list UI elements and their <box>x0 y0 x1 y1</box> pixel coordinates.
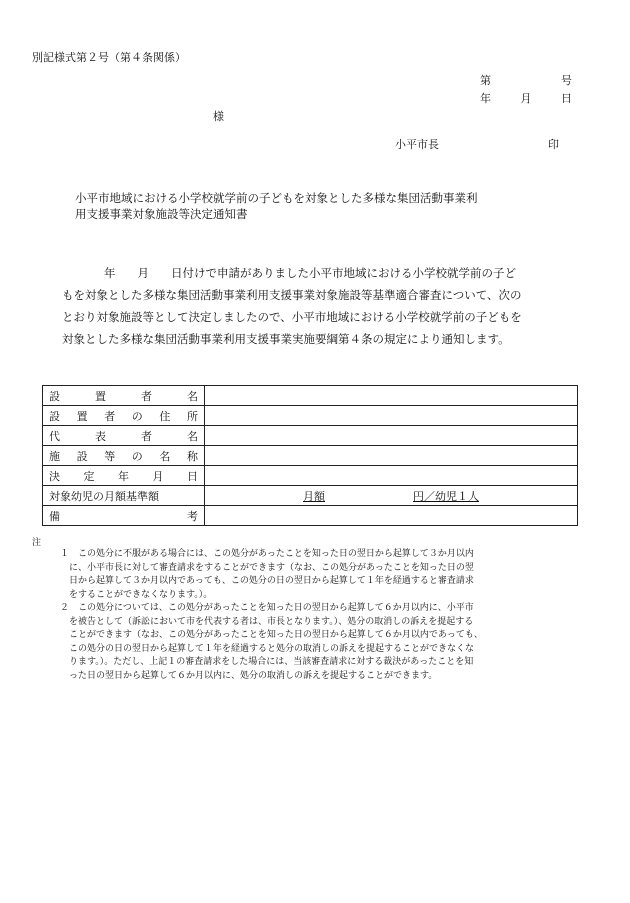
row-label-char: 者 <box>141 389 152 403</box>
row-label-char: 備 <box>49 509 60 523</box>
row-label-char: 所 <box>186 409 198 423</box>
row-label-char: 置 <box>95 389 106 403</box>
row-label-char: 者 <box>104 409 116 423</box>
row-label-char: 設 <box>49 389 60 403</box>
table-row <box>43 406 578 426</box>
row-label-char: 称 <box>186 449 198 463</box>
row-label <box>43 406 205 426</box>
title-line-1: 小平市地域における小学校就学前の子どもを対象とした多様な集団活動事業利 <box>75 191 478 205</box>
row-label-char: 名 <box>187 389 198 403</box>
notes <box>60 548 580 683</box>
row-value[interactable] <box>205 506 578 526</box>
row-label <box>43 486 205 506</box>
note-line: １ この処分に不服がある場合には、この処分があったことを知った日の翌日から起算して３か月以内 <box>60 549 474 559</box>
row-label-char: 月 <box>152 469 164 483</box>
seal-mark: 印 <box>548 138 559 151</box>
table-row <box>43 466 578 486</box>
body-year: 年 <box>104 266 116 280</box>
row-label-char: 決 <box>49 469 60 483</box>
table-row <box>43 386 578 406</box>
row-label-char: 名 <box>187 429 198 443</box>
note-line: を被告として（訴訟において市を代表する者は、市長となります。）、処分の取消しの訴えを提起する <box>69 616 474 627</box>
body-line-2: もを対象とした多様な集団活動事業利用支援事業対象施設等基準適合審査について、次の <box>62 288 522 302</box>
note-line: った日の翌日から起算して６か月以内に、処分の取消しの訴えを提起することができます。 <box>69 670 438 681</box>
document-date <box>480 90 572 106</box>
row-label-char: 対象幼児の月額基準額 <box>49 489 159 503</box>
row-label-char: 住 <box>159 409 171 423</box>
decision-table <box>42 385 578 526</box>
row-label-char: 表 <box>95 429 106 443</box>
row-label-char: 考 <box>187 509 198 523</box>
row-label-char: 名 <box>159 449 171 463</box>
note-line: ことができます（なお、この処分があったことを知った日の翌日から起算して６か月以内であっても、 <box>69 630 483 640</box>
row-label-char: 等 <box>104 449 116 463</box>
number-suffix: 号 <box>561 74 572 87</box>
row-label-char: 年 <box>118 469 129 483</box>
body-line-4: 対象とした多様な集団活動事業利用支援事業実施要綱第４条の規定により通知します。 <box>62 332 510 346</box>
issuer: 小平市長 <box>395 138 439 151</box>
row-label-char: 代 <box>49 429 60 443</box>
note-1 <box>60 548 580 602</box>
monthly-amount-text <box>303 488 479 504</box>
table-row <box>43 506 578 526</box>
body-paragraph <box>62 262 582 350</box>
note-line: ２ この処分については、この処分があったことを知った日の翌日から起算して６か月以内に、小平市 <box>60 603 474 613</box>
row-label-char: の <box>131 409 143 423</box>
body-line-1-rest: 日付けで申請がありました小平市地域における小学校就学前の子ど <box>171 266 516 280</box>
row-value[interactable] <box>205 446 578 466</box>
note-line: この処分の日の翌日から起算して１年を経過すると処分の取消しの訴えを提起することができなくな <box>69 643 475 654</box>
row-label-char: 施 <box>49 449 60 463</box>
note-line: ります。）。ただし、上記１の審査請求をした場合には、当該審査請求に対する裁決があったことを知 <box>69 657 474 667</box>
row-label-char: 定 <box>83 469 95 483</box>
row-label <box>43 386 205 406</box>
number-prefix: 第 <box>480 74 491 87</box>
addressee-suffix: 様 <box>213 110 224 123</box>
date-year: 年 <box>480 92 491 105</box>
date-day: 日 <box>561 92 572 105</box>
document-number <box>480 72 572 88</box>
body-month: 月 <box>137 266 149 280</box>
row-label <box>43 466 205 486</box>
row-label-char: 者 <box>141 429 152 443</box>
table-row <box>43 426 578 446</box>
row-label <box>43 426 205 446</box>
row-label-char: 置 <box>76 409 88 423</box>
date-month: 月 <box>520 92 532 105</box>
note-2 <box>60 602 580 683</box>
title-line-2: 用支援事業対象施設等決定通知書 <box>75 207 248 221</box>
row-label-char: 日 <box>187 469 198 483</box>
row-value[interactable] <box>205 466 578 486</box>
form-label: 別記様式第２号（第４条関係） <box>32 51 186 64</box>
amount-label: 月額 <box>303 489 325 503</box>
document-title <box>75 190 575 222</box>
row-value[interactable] <box>205 406 578 426</box>
row-label <box>43 506 205 526</box>
row-value[interactable] <box>205 486 578 506</box>
row-label-char: 設 <box>76 449 88 463</box>
table-row <box>43 446 578 466</box>
monthly-amount <box>205 488 577 504</box>
row-label-char: 設 <box>49 409 60 423</box>
body-line-1 <box>62 262 582 284</box>
row-label <box>43 446 205 466</box>
table-row <box>43 486 578 506</box>
body-line-3: とおり対象施設等として決定しましたので、小平市地域における小学校就学前の子どもを <box>62 310 522 324</box>
row-label-char: の <box>131 449 143 463</box>
note-line: 日から起算して３か月以内であっても、この処分の日の翌日から起算して１年を経過すると審査請求 <box>69 576 474 586</box>
row-value[interactable] <box>205 426 578 446</box>
note-line: をすることができなくなります。）。 <box>69 589 213 600</box>
amount-unit: 円／幼児１人 <box>413 489 479 503</box>
row-value[interactable] <box>205 386 578 406</box>
notes-heading: 注 <box>32 538 42 548</box>
note-line: に、小平市長に対して審査請求をすることができます（なお、この処分があったことを知った日の翌 <box>69 562 474 573</box>
